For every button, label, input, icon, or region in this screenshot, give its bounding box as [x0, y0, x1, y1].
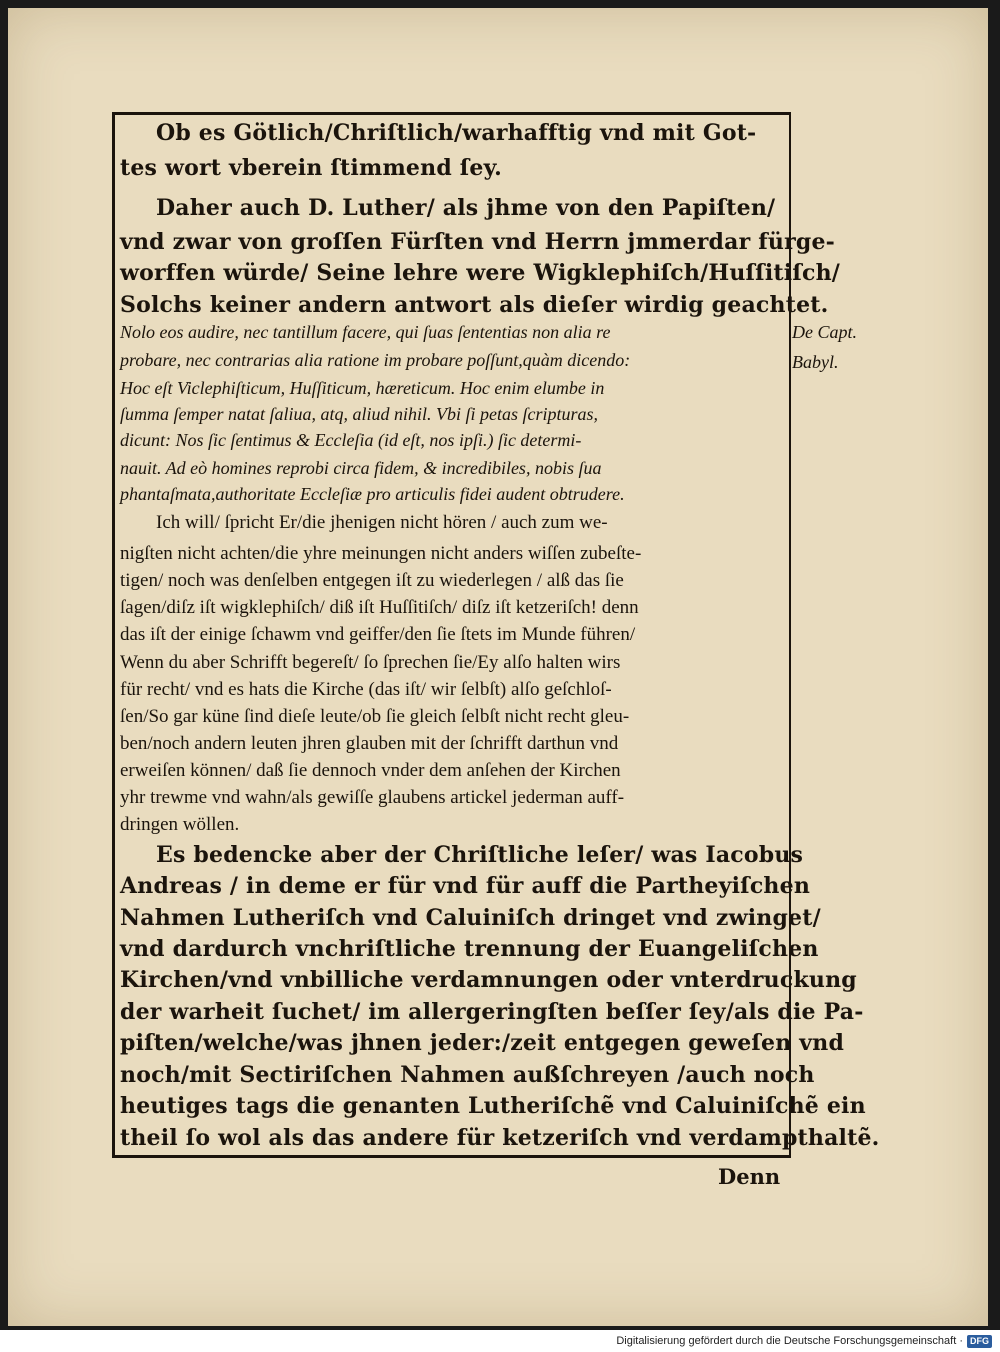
text-line: Es bedencke aber der Chriſtliche leſer/ was Iacobus [156, 842, 804, 868]
text-line: noch/mit Sectiriſchen Nahmen außſchreyen /auch noch [120, 1062, 815, 1088]
text-line: der warheit ſuchet/ im allergeringſten beſſer ſey/als die Pa- [120, 999, 864, 1025]
margin-note-line-2: Babyl. [792, 352, 839, 372]
text-line: tes wort vberein ſtimmend ſey. [120, 155, 502, 181]
text-line: Ob es Gӧtlich/Chriſtlich/warhafftig vnd mit Got- [156, 120, 757, 146]
text-line: ſagen/diſz iſt wigklephiſch/ diß iſt Huſſitiſch/ diſz iſt ketzeriſch! denn [120, 597, 639, 618]
text-line: nigſten nicht achten/die yhre meinungen nicht anders wiſſen zubeſte- [120, 543, 642, 564]
text-line: Andreas / in deme er für vnd für auff die Partheyiſchen [120, 873, 811, 899]
text-line: ſen/So gar küne ſind dieſe leute/ob ſie gleich ſelbſt nicht recht gleu- [120, 706, 630, 727]
text-line: Wenn du aber Schrifft begereſt/ ſo ſprechen ſie/Ey alſo halten wirs [120, 652, 621, 673]
text-line: Nahmen Lutheriſch vnd Caluiniſch dringet vnd zwinget/ [120, 905, 821, 931]
text-line: für recht/ vnd es hats die Kirche (das iſt/ wir ſelbſt) alſo geſchloſ- [120, 679, 612, 700]
text-line: erweiſen können/ daß ſie dennoch vnder dem anſehen der Kirchen [120, 760, 621, 781]
text-line: tigen/ noch was denſelben entgegen iſt zu wiederlegen / alß das ſie [120, 570, 624, 591]
text-line: heutiges tags die genanten Lutheriſchẽ vnd Caluiniſchẽ ein [120, 1093, 866, 1119]
text-line: Kirchen/vnd vnbilliche verdamnungen oder vnterdruckung [120, 967, 857, 993]
text-line: das iſt der einige ſchawm vnd geiffer/den ſie ſtets im Munde führen/ [120, 624, 636, 645]
text-line: vnd dardurch vnchriſtliche trennung der Euangeliſchen [120, 936, 819, 962]
catchword: Denn [718, 1164, 781, 1189]
text-line: Hoc eſt Viclephiſticum, Huſſiticum, hæreticum. Hoc enim elumbe in [120, 378, 605, 398]
text-line: phantaſmata,authoritate Eccleſiæ pro articulis fidei audent obtrudere. [120, 484, 625, 504]
dfg-logo: DFG [967, 1335, 992, 1348]
text-line: ben/noch andern leuten jhren glauben mit der ſchrifft darthun vnd [120, 733, 619, 754]
text-line: probare, nec contrarias alia ratione im probare poſſunt,quàm dicendo: [120, 350, 631, 370]
footer-text: Digitalisierung gefördert durch die Deutsche Forschungsgemeinschaft · [616, 1335, 963, 1347]
text-line: vnd zwar von groſſen Fürſten vnd Herrn jmmerdar fürge- [120, 229, 835, 255]
text-line: nauit. Ad eò homines reprobi circa fidem, & incredibiles, nobis ſua [120, 458, 602, 478]
text-line: Daher auch D. Luther/ als jhme von den Papiſten/ [156, 195, 776, 221]
text-line: dicunt: Nos ſic ſentimus & Eccleſia (id eſt, nos ipſi.) ſic determi- [120, 430, 582, 450]
text-line: ſumma ſemper natat ſaliua, atq, aliud nihil. Vbi ſi petas ſcripturas, [120, 404, 598, 424]
text-line: yhr trewme vnd wahn/als gewiſſe glaubens artickel jederman auff- [120, 787, 625, 808]
text-line: theil ſo wol als das andere für ketzeriſch vnd verdampthaltẽ. [120, 1125, 880, 1151]
text-line: Ich will/ ſpricht Er/die jhenigen nicht hören / auch zum we- [156, 512, 608, 533]
text-line: Nolo eos audire, nec tantillum facere, qui ſuas ſententias non alia re [120, 322, 611, 342]
text-line: Solchs keiner andern antwort als dieſer wirdig geachtet. [120, 292, 829, 318]
text-line: piſten/welche/was jhnen jeder:/zeit entgegen geweſen vnd [120, 1030, 845, 1056]
margin-note-line-1: De Capt. [792, 322, 857, 342]
footer [0, 1330, 1000, 1352]
text-line: worffen würde/ Seine lehre were Wigklephiſch/Huſſitiſch/ [120, 260, 841, 286]
text-line: dringen wöllen. [120, 814, 240, 835]
